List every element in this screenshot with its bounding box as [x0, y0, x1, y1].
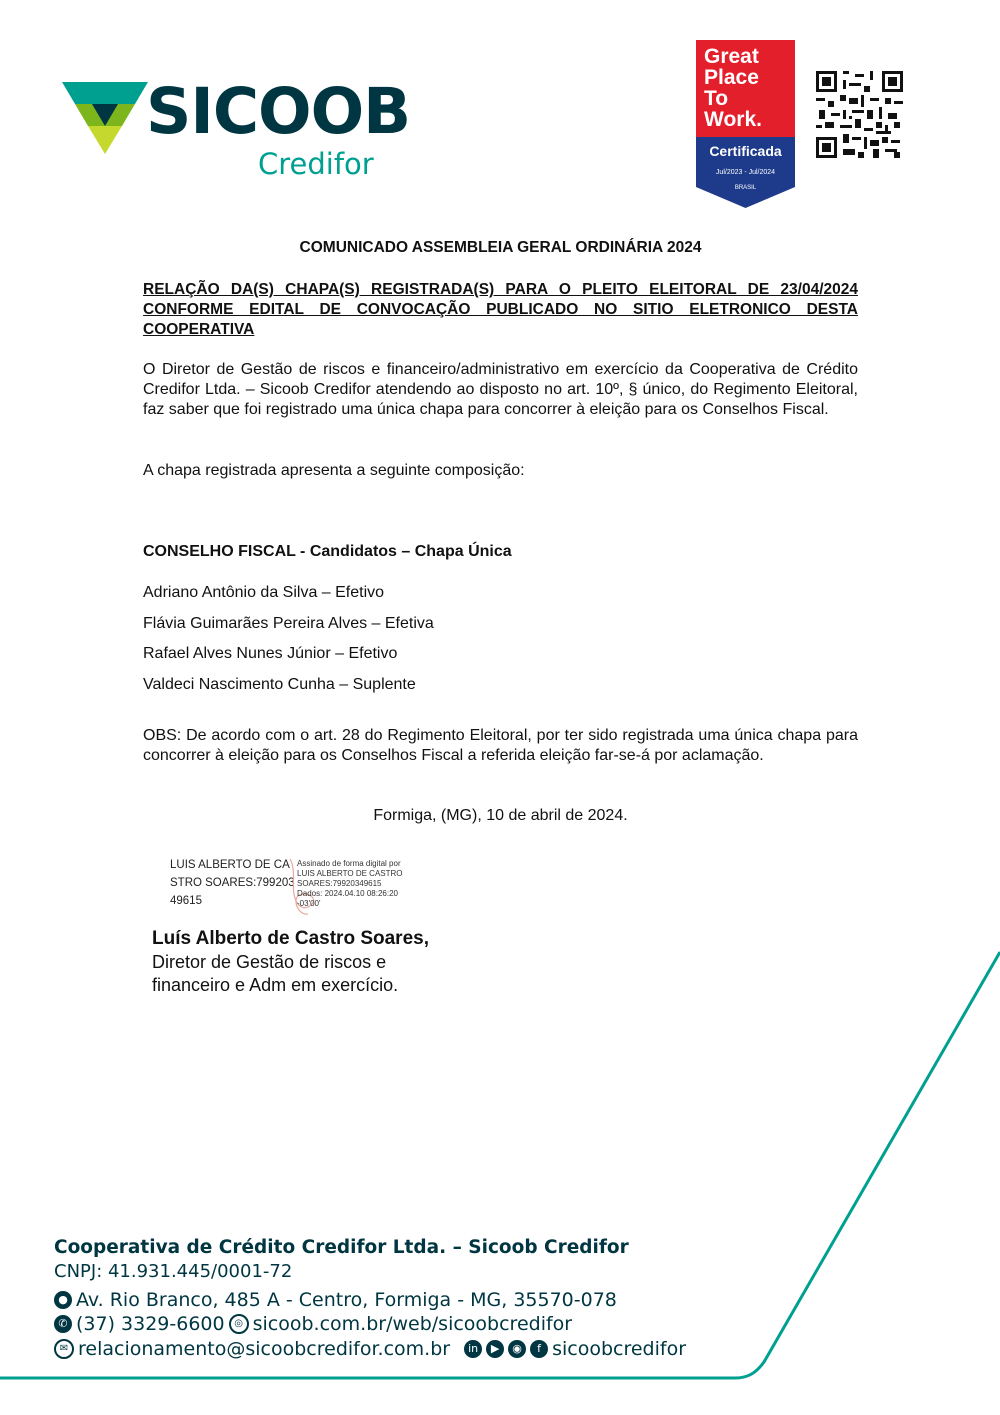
badge-certified: Certificada [709, 143, 782, 159]
badge-period: Jul/2023 - Jul/2024 [715, 169, 776, 176]
footer-address: Av. Rio Branco, 485 A - Centro, Formiga - MG, 35570-078 [76, 1289, 617, 1311]
footer-phone: (37) 3329-6600 [76, 1313, 225, 1335]
signer-name: Luís Alberto de Castro Soares, [152, 928, 429, 949]
composition-paragraph: A chapa registrada apresenta a seguinte composição: [143, 462, 525, 479]
footer-cnpj: CNPJ: 41.931.445/0001-72 [54, 1261, 293, 1282]
youtube-icon[interactable]: ▶ [486, 1340, 504, 1358]
obs-paragraph: OBS: De acordo com o art. 28 do Regimento Eleitoral, por ter sido registrada uma única chapa para concorrer à eleição para os Conselhos Fiscal a referida eleição far-se-á por aclamação. [143, 727, 858, 764]
footer-email[interactable]: relacionamento@sicoobcredifor.com.br [78, 1338, 451, 1360]
badge-title: Great Place To Work. [696, 40, 795, 137]
location-pin-icon: ● [54, 1291, 72, 1309]
email-icon: ✉ [54, 1339, 74, 1359]
member-item: Adriano Antônio da Silva – Efetivo [143, 584, 385, 601]
member-item: Flávia Guimarães Pereira Alves – Efetiva [143, 615, 434, 632]
linkedin-icon[interactable]: in [464, 1340, 482, 1358]
footer-website[interactable]: sicoob.com.br/web/sicoobcredifor [252, 1313, 573, 1335]
signer-role: Diretor de Gestão de riscos e financeiro e Adm em exercício. [152, 952, 399, 995]
brand-subname: Credifor [258, 147, 374, 181]
footer-address-line [54, 1289, 617, 1311]
place-date: Formiga, (MG), 10 de abril de 2024. [373, 807, 628, 824]
facebook-icon[interactable]: f [530, 1340, 548, 1358]
qr-code-icon [816, 71, 903, 158]
phone-icon: ✆ [54, 1315, 72, 1333]
intro-paragraph: O Diretor de Gestão de riscos e financeiro/administrativo em exercício da Cooperativa de Crédito Credifor Ltda. – Sicoob Credifor atendendo ao disposto no art. 10º, § único, do Regimento Eleitoral, faz saber que foi registrado uma única chapa para concorrer à eleição para os Conselhos Fiscal. [143, 361, 858, 418]
instagram-icon[interactable]: ◉ [508, 1340, 526, 1358]
brand-name: SICOOB [146, 75, 411, 148]
footer-contact-line [54, 1313, 572, 1335]
council-title: CONSELHO FISCAL - Candidatos – Chapa Única [143, 543, 512, 560]
footer-social-handle[interactable]: sicoobcredifor [552, 1338, 687, 1360]
sicoob-logo-mark [62, 82, 148, 154]
member-item: Rafael Alves Nunes Júnior – Efetivo [143, 645, 398, 662]
digital-signature-name: LUIS ALBERTO DE CASTRO SOARES:79920349615 [170, 859, 295, 907]
footer-company: Cooperativa de Crédito Credifor Ltda. – Sicoob Credifor [54, 1237, 629, 1258]
badge-country: BRASIL [734, 185, 757, 191]
document-subheading: RELAÇÃO DA(S) CHAPA(S) REGISTRADA(S) PARA O PLEITO ELEITORAL DE 23/04/2024 CONFORME EDITAL DE CONVOCAÇÃO PUBLICADO NO SITIO ELETRONICO DESTA COOPERATIVA [143, 281, 858, 338]
great-place-to-work-badge [696, 40, 795, 208]
member-item: Valdeci Nascimento Cunha – Suplente [143, 676, 416, 693]
digital-signature-info: Assinado de forma digital por LUIS ALBERTO DE CASTRO SOARES:79920349615 Dados: 2024.04.10 08:26:20 -03'00' [297, 859, 403, 908]
globe-icon: ◎ [229, 1314, 249, 1334]
footer-email-line [54, 1338, 686, 1360]
document-heading: COMUNICADO ASSEMBLEIA GERAL ORDINÁRIA 2024 [299, 239, 702, 256]
